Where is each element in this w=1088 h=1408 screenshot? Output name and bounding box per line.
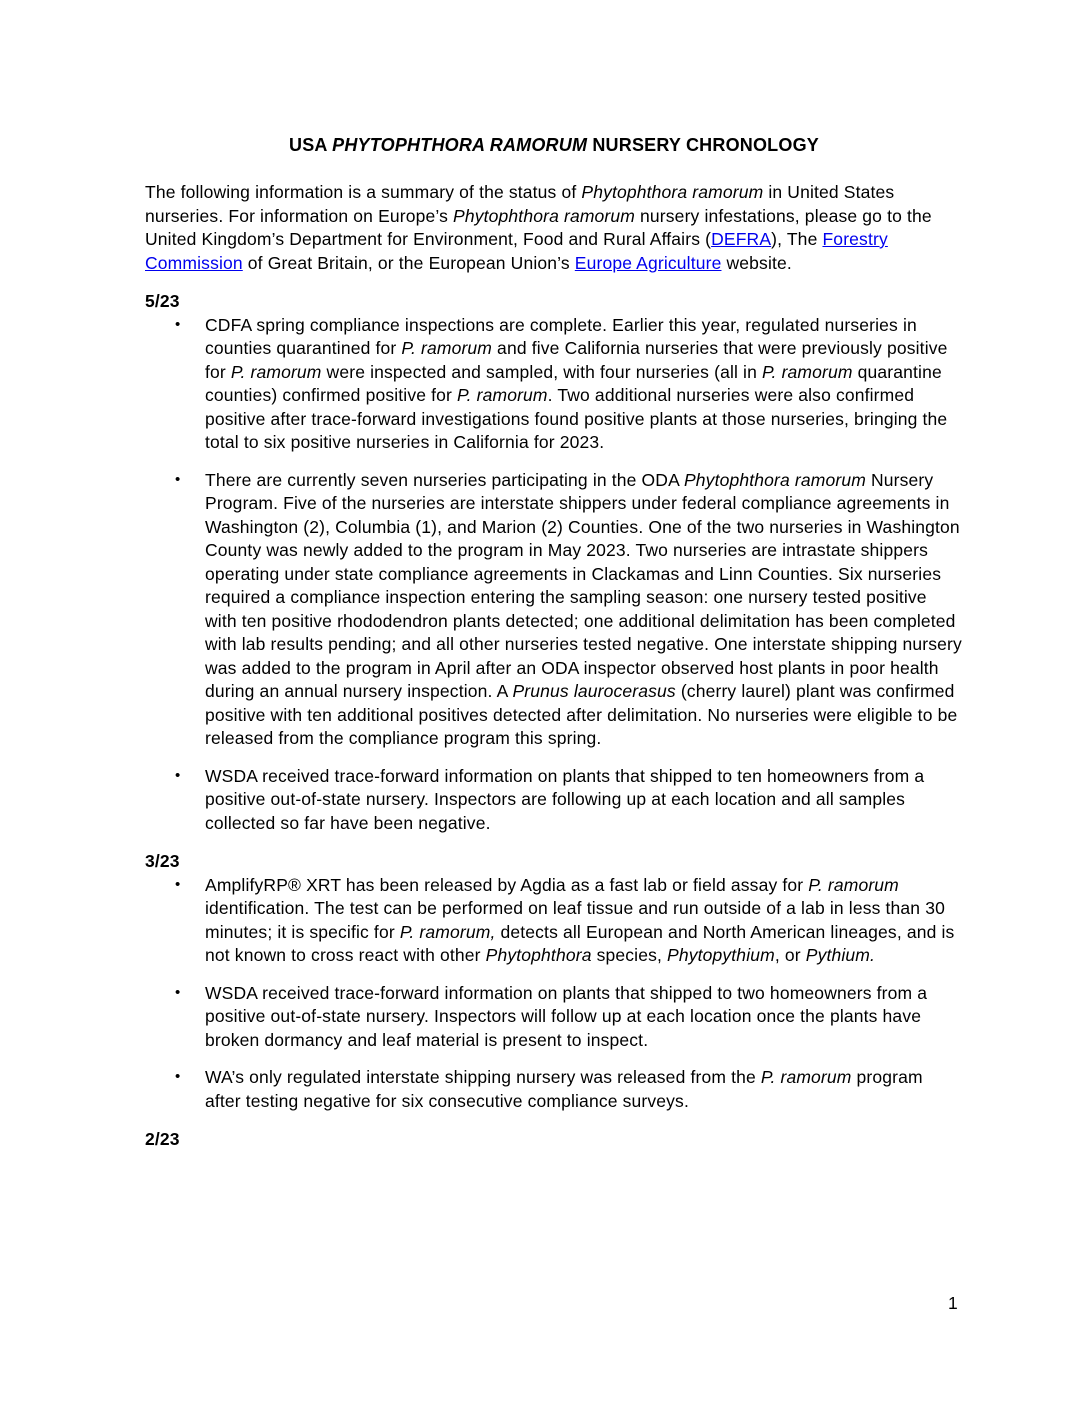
defra-link[interactable]: DEFRA	[711, 229, 772, 249]
bullet-icon: •	[175, 470, 181, 488]
bullet-icon: •	[175, 875, 181, 893]
europe-agriculture-link[interactable]: Europe Agriculture	[574, 252, 722, 273]
text-run: were inspected and sampled, with four nurseries (all in	[321, 361, 762, 382]
text-run: ), The	[771, 229, 823, 249]
text-run: (cherry laurel) plant was confirmed positive with ten additional positives detected after delimitation. No nurseries were eligible to be released from the compliance program this spring.	[205, 681, 958, 748]
bullet-list-5-23	[145, 314, 963, 836]
list-item	[145, 982, 963, 1053]
list-item-text	[205, 983, 927, 1050]
text-run: USA	[289, 135, 333, 155]
text-run: WA’s only regulated interstate shipping nursery was released from the	[205, 1067, 761, 1087]
document-body	[145, 133, 963, 1152]
bullet-icon: •	[175, 1068, 181, 1085]
section-heading-2-23: 2/23	[145, 1129, 180, 1149]
list-item-text	[205, 766, 924, 833]
text-run: , or	[774, 945, 806, 965]
text-run: nursery infestations, please go to the United Kingdom’s Department for Environment, Food and Rural Affairs (	[145, 205, 932, 249]
italic-text: Phytopythium	[667, 945, 775, 965]
italic-text: Phytophthora ramorum	[683, 469, 866, 490]
italic-text: Phytophthora	[485, 945, 592, 965]
list-item	[145, 314, 963, 455]
bullet-icon: •	[175, 315, 181, 333]
list-item	[145, 469, 963, 751]
text-run: There are currently seven nurseries participating in the ODA	[205, 469, 684, 490]
bullet-icon: •	[175, 766, 181, 784]
text-run: and five California nurseries that were previously positive for	[205, 338, 948, 382]
page-number: 1	[948, 1293, 958, 1313]
text-run: identification. The test can be performed on leaf tissue and run outside of a lab in less than 30 minutes; it is specific for	[205, 898, 945, 942]
page-title	[145, 133, 963, 157]
section-heading-5-23: 5/23	[145, 291, 180, 311]
text-run: species,	[591, 945, 668, 965]
italic-text: P. ramorum	[230, 361, 322, 382]
bullet-icon: •	[175, 983, 181, 1001]
text-run: AmplifyRP® XRT has been released by Agdia as a fast lab or field assay for	[205, 874, 809, 895]
text-run: quarantine counties) confirmed positive for	[205, 361, 942, 405]
text-run: NURSERY CHRONOLOGY	[587, 135, 819, 155]
italic-text: P. ramorum,	[399, 921, 496, 942]
text-run: The following information is a summary of the status of	[145, 182, 582, 202]
italic-text: P. ramorum	[808, 874, 899, 895]
italic-text: Pythium.	[805, 945, 876, 965]
section-heading-3-23: 3/23	[145, 851, 180, 871]
italic-text: Phytophthora ramorum	[581, 182, 764, 202]
text-run: in United States nurseries. For information on Europe’s	[145, 182, 895, 226]
italic-text: P. ramorum	[761, 361, 853, 382]
italic-text: Phytophthora ramorum	[453, 205, 636, 226]
text-run: detects all European and North American lineages, and is not known to cross react with other	[205, 921, 955, 965]
forestry-commission-link[interactable]: Forestry Commission	[145, 229, 888, 273]
text-run: Nursery Program. Five of the nurseries are interstate shippers under federal compliance agreements in Washington (2), Columbia (1), and Marion (2) Counties. One of the two nurseries in Washington County was newly added to the program in May 2023. Two nurseries are intrastate shippers operating under state compliance agreements in Clackamas and Linn Counties. Six nurseries required a compliance inspection entering the sampling season: one nursery tested positive with ten positive rhododendron plants detected; one additional delimitation has been completed with lab results pending; and all other nurseries tested negative. One interstate shipping nursery was added to the program in April after an ODA inspector observed host plants in poor health during an annual nursery inspection. A	[205, 469, 962, 701]
list-item	[145, 874, 963, 968]
text-run: WSDA received trace-forward information on plants that shipped to two homeowners from a positive out-of-state nursery. Inspectors will follow up at each location once the plants have broken dormancy and leaf material is present to inspect.	[205, 982, 928, 1050]
text-run: CDFA spring compliance inspections are complete. Earlier this year, regulated nurseries in counties quarantined for	[205, 314, 917, 358]
list-item	[145, 1066, 963, 1113]
list-item-text	[205, 470, 962, 749]
list-item-text	[205, 875, 954, 966]
text-run: . Two additional nurseries were also confirmed positive after trace-forward investigations found positive plants at those nurseries, bringing the total to six positive nurseries in California for 2023.	[205, 385, 948, 452]
text-run: program after testing negative for six consecutive compliance surveys.	[205, 1067, 923, 1111]
text-run: WSDA received trace-forward information on plants that shipped to ten homeowners from a positive out-of-state nursery. Inspectors are following up at each location and all samples collected so far have been negative.	[205, 765, 925, 833]
italic-text: P. ramorum	[457, 385, 548, 405]
list-item-text	[205, 1067, 923, 1111]
italic-text: P. ramorum	[760, 1067, 852, 1087]
italic-text: Prunus laurocerasus	[512, 681, 676, 701]
bullet-list-3-23	[145, 874, 963, 1114]
italic-text: P. ramorum	[401, 338, 493, 358]
italic-text: PHYTOPHTHORA RAMORUM	[332, 135, 588, 155]
text-run: of Great Britain, or the European Union’s	[242, 252, 575, 273]
list-item	[145, 765, 963, 836]
text-run: website.	[721, 252, 792, 273]
intro-paragraph	[145, 181, 963, 275]
list-item-text	[205, 315, 948, 453]
